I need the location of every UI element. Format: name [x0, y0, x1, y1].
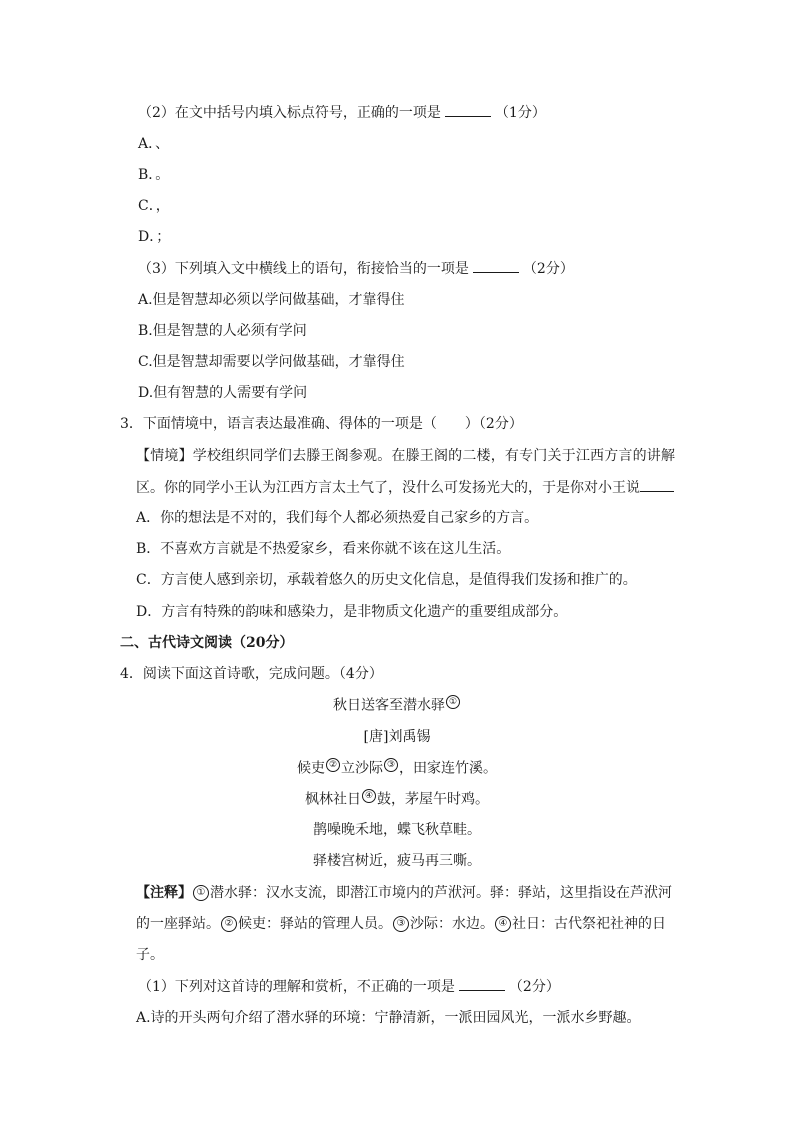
- option-c: C.但是智慧却需要以学问做基础，才靠得住: [138, 354, 405, 370]
- note-text: 社日：古代祭祀社神的日: [512, 916, 666, 932]
- note-label: 【注释】: [136, 885, 192, 901]
- note-marker: ④: [495, 916, 511, 932]
- option-d: D.但有智慧的人需要有学问: [138, 385, 308, 401]
- note-line-3: 子。: [136, 947, 164, 963]
- option-b: B.但是智慧的人必须有学问: [138, 323, 307, 339]
- answer-blank: [459, 976, 505, 991]
- question-3-context-line-2: [136, 477, 674, 498]
- poem-text: 枫林社日: [305, 791, 361, 808]
- footnote-marker: ①: [446, 695, 460, 709]
- answer-blank: [473, 258, 519, 273]
- note-text: 沙际：水边。: [410, 916, 494, 932]
- section-heading: 二、古代诗文阅读（20分）: [120, 635, 294, 651]
- note-text: 潜水驿：汉水支流，即潜江市境内的芦洑河。驿：驿站，这里指设在芦洑河: [210, 885, 672, 901]
- poem-title: [0, 695, 794, 716]
- question-3-prompt: 3．下面情境中，语言表达最准确、得体的一项是（ ）（2分）: [120, 416, 523, 432]
- note-marker: ③: [393, 916, 409, 932]
- question-4-1-prompt: [138, 976, 560, 997]
- option-d: D．；: [138, 229, 171, 245]
- question-text: （1）下列对这首诗的理解和赏析，不正确的一项是: [138, 979, 455, 995]
- question-2-2-prompt: [138, 102, 546, 123]
- option-c: C．方言使人感到亲切，承载着悠久的历史文化信息，是值得我们发扬和推广的。: [136, 572, 637, 588]
- context-text: 区。你的同学小王认为江西方言太土气了，没什么可发扬光大的，于是你对小王说: [136, 480, 640, 496]
- question-text: （3）下列填入文中横线上的语句，衔接恰当的一项是: [138, 261, 469, 277]
- option-a: A．你的想法是不对的，我们每个人都必须热爱自己家乡的方言。: [136, 510, 539, 526]
- footnote-marker: ③: [384, 758, 398, 772]
- poem-text: ，田家连竹溪。: [399, 760, 497, 777]
- option-c: C．，: [138, 198, 170, 214]
- poem-author: [唐]刘禹锡: [363, 729, 431, 745]
- option-a: A．、: [138, 136, 170, 152]
- poem-text: 鼓，茅屋午时鸡。: [377, 791, 489, 808]
- question-4-prompt: 4．阅读下面这首诗歌，完成问题。（4分）: [120, 666, 383, 682]
- poem-line-1: [0, 758, 794, 779]
- question-score: （2分）: [508, 979, 560, 995]
- answer-blank: [445, 102, 491, 117]
- option-a: A.但是智慧却必须以学问做基础，才靠得住: [138, 292, 405, 308]
- question-3-context-line-1: 【情境】学校组织同学们去滕王阁参观。在滕王阁的二楼，有专门关于江西方言的讲解: [136, 448, 675, 464]
- option-b: B．。: [138, 167, 170, 183]
- note-text: 的一座驿站。: [136, 916, 220, 932]
- note-text: 候吏：驿站的管理人员。: [238, 916, 392, 932]
- option-b: B．不喜欢方言就是不热爱家乡，看来你就不该在这儿生活。: [136, 541, 511, 557]
- poem-line-3: 鹊噪晚禾地，蝶飞秋草畦。: [313, 822, 481, 838]
- footnote-marker: ④: [362, 789, 376, 803]
- question-text: （2）在文中括号内填入标点符号，正确的一项是: [138, 105, 441, 121]
- note-marker: ①: [193, 885, 209, 901]
- poem-title-text: 秋日送客至潜水驿: [333, 697, 445, 714]
- poem-text: 候吏: [297, 760, 325, 777]
- poem-line-2: [0, 789, 794, 810]
- poem-text: 立沙际: [341, 760, 383, 777]
- question-score: （1分）: [494, 105, 546, 121]
- footnote-marker: ②: [326, 758, 340, 772]
- note-line-1: [136, 883, 672, 903]
- note-line-2: [136, 914, 666, 934]
- note-marker: ②: [221, 916, 237, 932]
- option-d: D．方言有特殊的韵味和感染力，是非物质文化遗产的重要组成部分。: [136, 604, 568, 620]
- poem-line-4: 驿楼宫树近，疲马再三嘶。: [313, 853, 481, 869]
- answer-blank: [640, 477, 674, 492]
- question-2-3-prompt: [138, 258, 574, 279]
- option-a: A.诗的开头两句介绍了潜水驿的环境：宁静清新，一派田园风光，一派水乡野趣。: [136, 1010, 641, 1026]
- question-score: （2分）: [522, 261, 574, 277]
